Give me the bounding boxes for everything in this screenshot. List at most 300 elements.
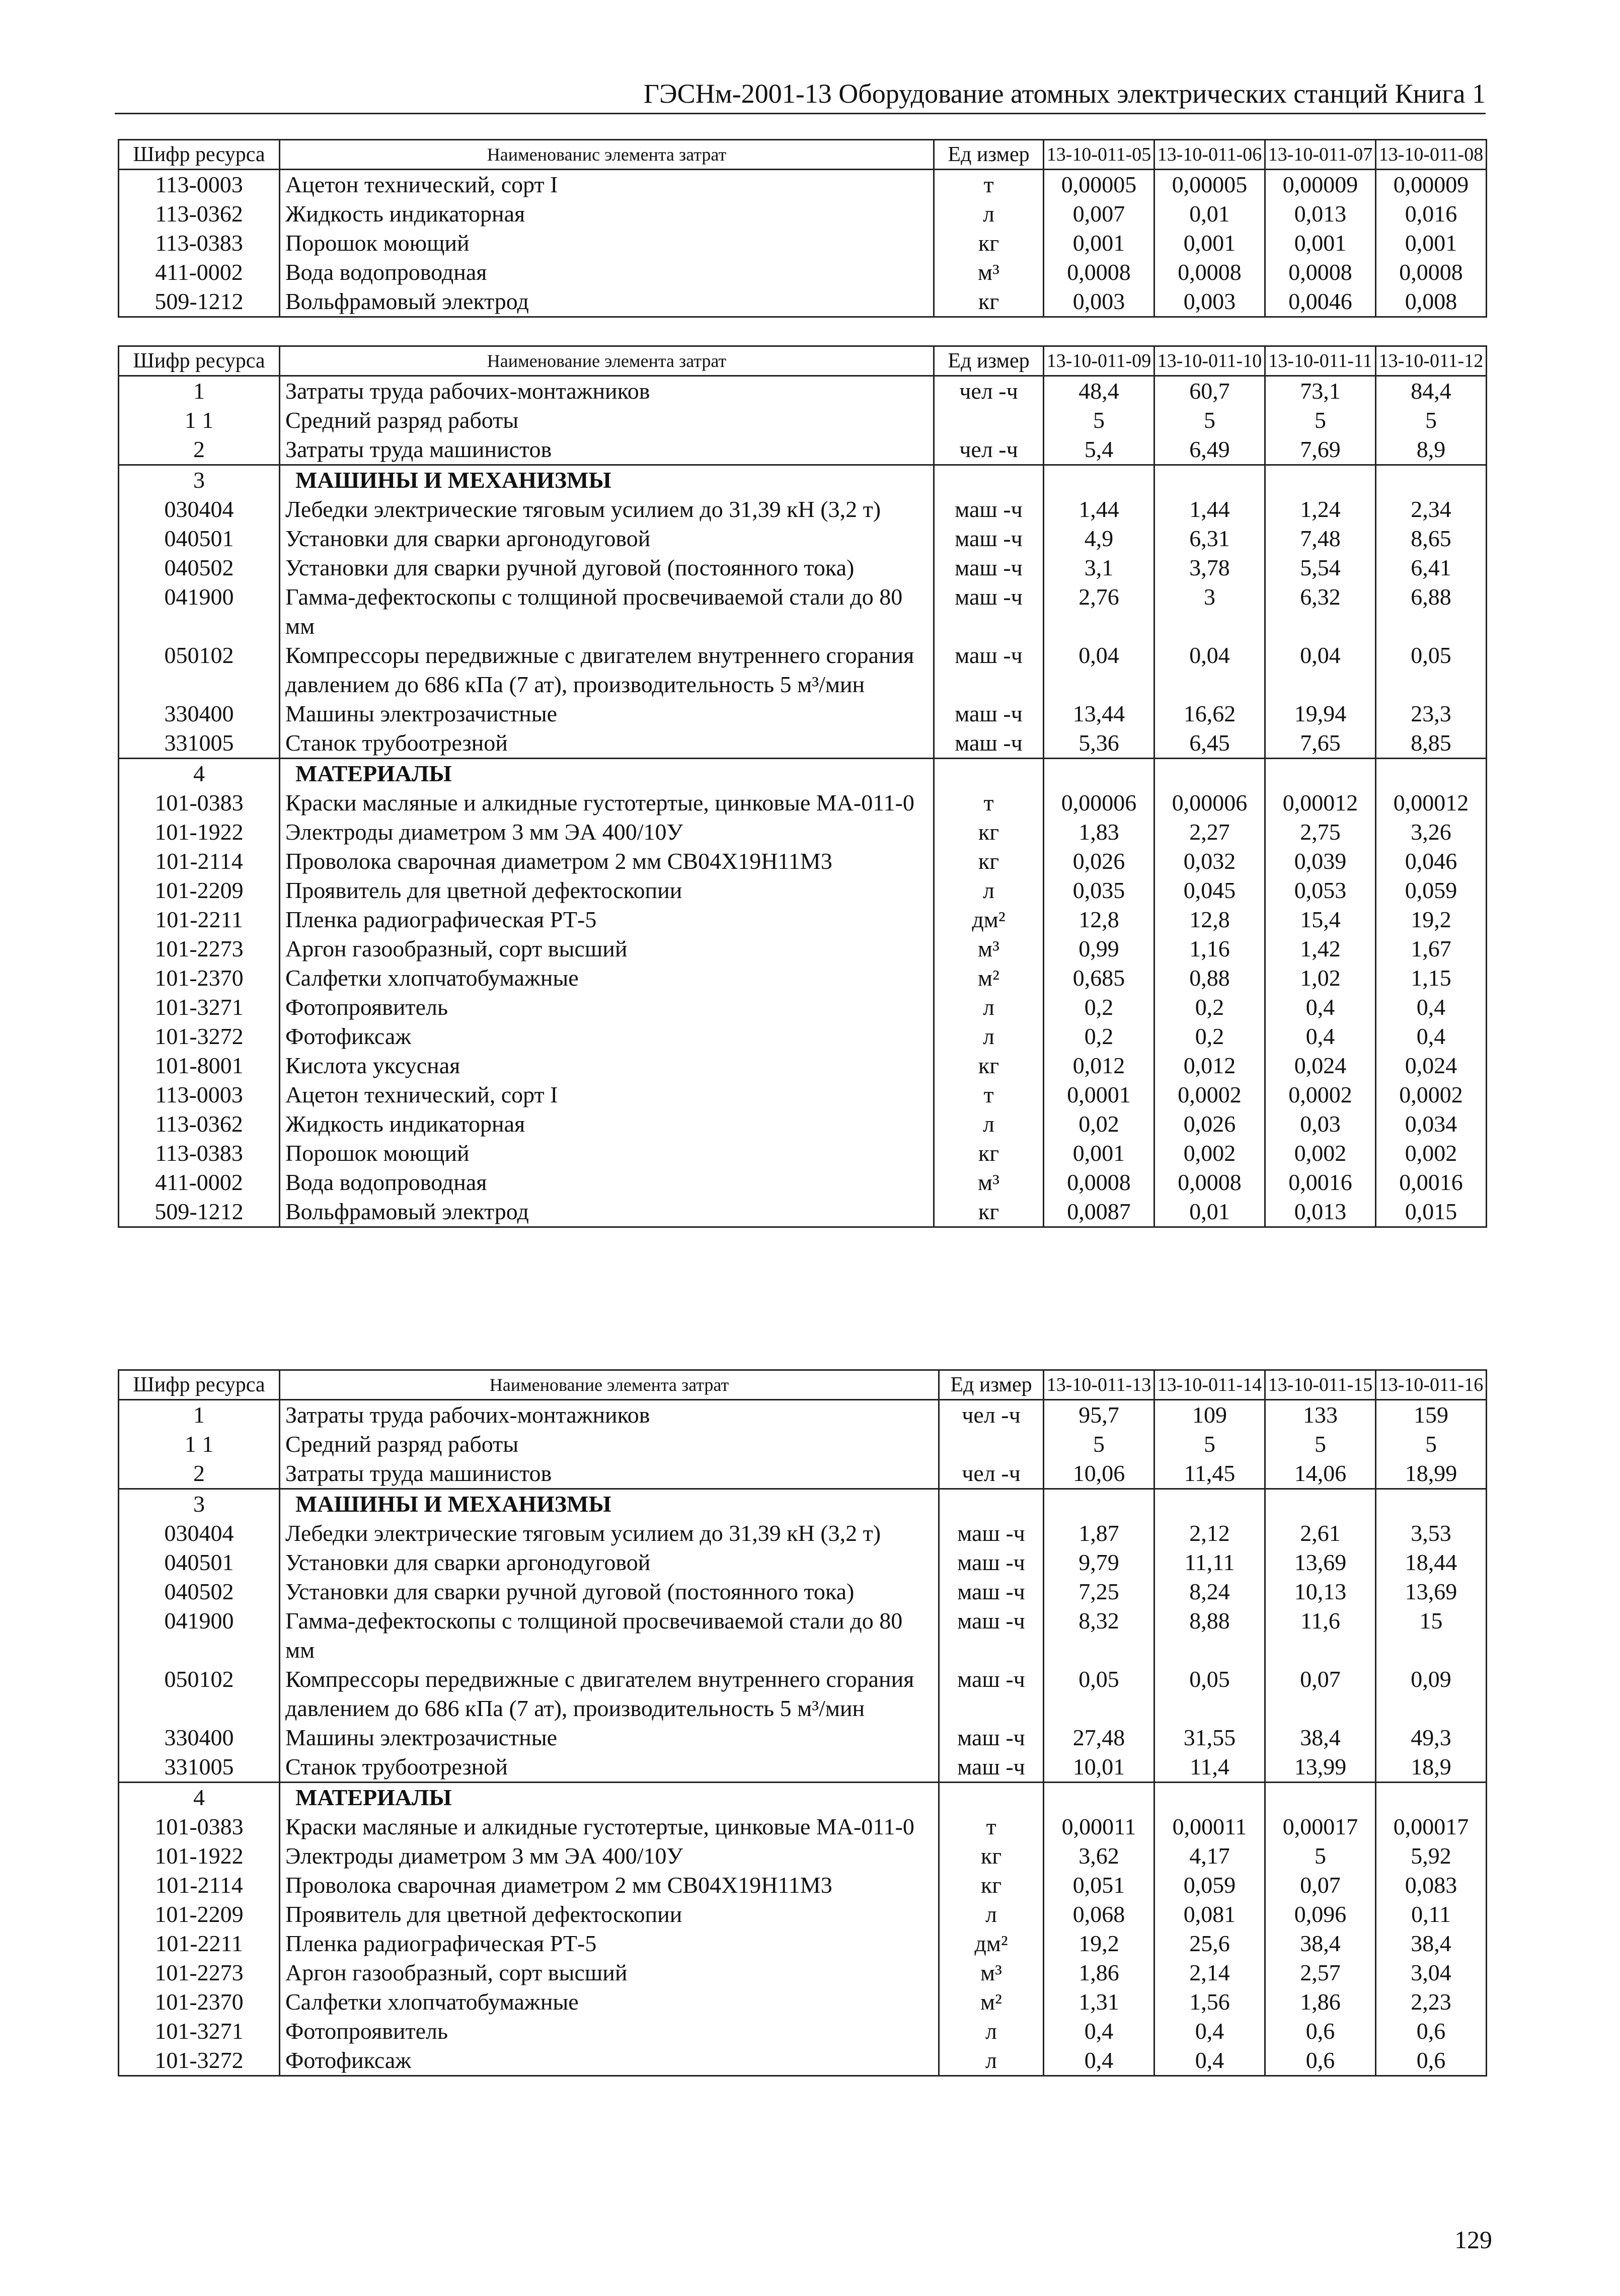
value-cell: 13,44: [1044, 699, 1154, 728]
resource-name-cell: Вольфрамовый электрод: [280, 287, 934, 317]
value-cell: 0,02: [1044, 1109, 1154, 1139]
resource-name-cell: Средний разряд работы: [280, 1430, 939, 1459]
section-title-cell: МАШИНЫ И МЕХАНИЗМЫ: [280, 465, 934, 495]
unit-cell: м³: [934, 1168, 1044, 1197]
unit-cell: [939, 1783, 1044, 1813]
resource-code-cell: 411-0002: [119, 1168, 280, 1197]
value-cell: 3,53: [1376, 1519, 1487, 1548]
table-row: [119, 1900, 1487, 1929]
value-cell: 6,88: [1376, 582, 1487, 641]
unit-cell: чел -ч: [939, 1400, 1044, 1430]
value-cell: 5,54: [1265, 553, 1376, 582]
value-cell: 0,051: [1044, 1871, 1154, 1900]
unit-cell: кг: [934, 229, 1044, 258]
value-cell: 5,92: [1376, 1841, 1487, 1871]
unit-cell: т: [934, 170, 1044, 200]
table-row: [119, 258, 1487, 287]
value-cell: 27,48: [1044, 1723, 1154, 1752]
value-cell: 13,99: [1265, 1752, 1376, 1783]
value-cell: 0,001: [1154, 229, 1265, 258]
unit-cell: маш -ч: [939, 1752, 1044, 1783]
resource-code-cell: 050102: [119, 1665, 280, 1723]
value-cell: 38,4: [1265, 1723, 1376, 1752]
value-cell: 5: [1265, 1841, 1376, 1871]
value-cell: 7,48: [1265, 524, 1376, 553]
value-cell: 8,88: [1154, 1606, 1265, 1665]
resource-name-cell: Установки для сварки ручной дуговой (постоянного тока): [280, 1577, 939, 1606]
value-cell: 0,2: [1044, 1022, 1154, 1051]
value-cell: 0,04: [1265, 641, 1376, 699]
value-cell: 0,081: [1154, 1900, 1265, 1929]
resource-code-cell: 113-0383: [119, 229, 280, 258]
value-cell: 0,04: [1154, 641, 1265, 699]
table-row: [119, 1168, 1487, 1197]
value-cell: 0,07: [1265, 1665, 1376, 1723]
resource-name-cell: Вода водопроводная: [280, 1168, 934, 1197]
value-cell: 19,2: [1044, 1929, 1154, 1958]
table-row: [119, 553, 1487, 582]
resource-code-cell: 040502: [119, 1577, 280, 1606]
value-cell: 0,0016: [1265, 1168, 1376, 1197]
resource-code-cell: 331005: [119, 1752, 280, 1783]
unit-cell: кг: [939, 1841, 1044, 1871]
value-cell: 0,0087: [1044, 1197, 1154, 1227]
table-row: [119, 406, 1487, 435]
table-row: [119, 287, 1487, 317]
header-name: Наименование элемента затрат: [280, 346, 934, 376]
unit-cell: кг: [934, 287, 1044, 317]
value-cell: 5: [1265, 406, 1376, 435]
value-cell: [1044, 465, 1154, 495]
value-cell: 5: [1376, 406, 1487, 435]
resource-code-cell: 101-2370: [119, 964, 280, 993]
unit-cell: кг: [934, 1139, 1044, 1168]
value-cell: [1154, 1489, 1265, 1519]
table-row: [119, 1987, 1487, 2017]
value-cell: 2,75: [1265, 818, 1376, 847]
value-cell: 0,2: [1154, 1022, 1265, 1051]
resource-code-cell: 1: [119, 1400, 280, 1430]
value-cell: 0,09: [1376, 1665, 1487, 1723]
value-cell: 0,99: [1044, 934, 1154, 964]
table-row: [119, 788, 1487, 818]
value-cell: 0,11: [1376, 1900, 1487, 1929]
unit-cell: маш -ч: [939, 1548, 1044, 1577]
value-cell: 0,016: [1376, 199, 1487, 229]
table-row: [119, 1051, 1487, 1080]
unit-cell: кг: [934, 818, 1044, 847]
unit-cell: дм²: [939, 1929, 1044, 1958]
resource-name-cell: Вольфрамовый электрод: [280, 1197, 934, 1227]
value-cell: 0,026: [1154, 1109, 1265, 1139]
unit-cell: л: [934, 876, 1044, 905]
resource-code-cell: 3: [119, 465, 280, 495]
header-norm-code: 13-10-011-14: [1154, 1370, 1265, 1400]
unit-cell: т: [934, 788, 1044, 818]
resource-code-cell: 101-2209: [119, 876, 280, 905]
value-cell: 0,00017: [1265, 1812, 1376, 1841]
unit-cell: м²: [934, 964, 1044, 993]
value-cell: 15,4: [1265, 905, 1376, 934]
value-cell: 0,083: [1376, 1871, 1487, 1900]
value-cell: 109: [1154, 1400, 1265, 1430]
value-cell: 18,44: [1376, 1548, 1487, 1577]
table-row: [119, 728, 1487, 759]
value-cell: [1376, 1489, 1487, 1519]
table-row: [119, 495, 1487, 524]
value-cell: 0,003: [1154, 287, 1265, 317]
unit-cell: маш -ч: [934, 553, 1044, 582]
value-cell: 1,87: [1044, 1519, 1154, 1548]
resource-table-3: [118, 1369, 1487, 2077]
resource-name-cell: Фотопроявитель: [280, 2017, 939, 2046]
unit-cell: [934, 759, 1044, 789]
table-row: [119, 993, 1487, 1022]
resource-code-cell: 3: [119, 1489, 280, 1519]
resource-name-cell: Компрессоры передвижные с двигателем внутреннего сгорания давлением до 686 кПа (7 ат), производительность 5 м³/мин: [280, 641, 934, 699]
resource-code-cell: 030404: [119, 495, 280, 524]
value-cell: 0,4: [1376, 993, 1487, 1022]
header-norm-code: 13-10-011-06: [1154, 140, 1265, 170]
value-cell: 0,059: [1154, 1871, 1265, 1900]
table-row: [119, 847, 1487, 876]
table-row: [119, 1548, 1487, 1577]
resource-code-cell: 113-0383: [119, 1139, 280, 1168]
resource-name-cell: Вода водопроводная: [280, 258, 934, 287]
unit-cell: маш -ч: [934, 641, 1044, 699]
header-code: Шифр ресурса: [119, 140, 280, 170]
value-cell: [1154, 1783, 1265, 1813]
value-cell: 1,15: [1376, 964, 1487, 993]
value-cell: 11,4: [1154, 1752, 1265, 1783]
unit-cell: л: [939, 1900, 1044, 1929]
value-cell: 0,003: [1044, 287, 1154, 317]
value-cell: 0,0008: [1154, 1168, 1265, 1197]
table-row: [119, 1519, 1487, 1548]
resource-name-cell: Станок трубоотрезной: [280, 1752, 939, 1783]
value-cell: 2,14: [1154, 1958, 1265, 1987]
value-cell: 0,01: [1154, 199, 1265, 229]
resource-name-cell: Пленка радиографическая РТ-5: [280, 905, 934, 934]
resource-code-cell: 041900: [119, 1606, 280, 1665]
table-row: [119, 376, 1487, 406]
value-cell: 31,55: [1154, 1723, 1265, 1752]
resource-name-cell: Проволока сварочная диаметром 2 мм СВ04Х19Н11М3: [280, 1871, 939, 1900]
value-cell: 5: [1044, 406, 1154, 435]
table-row: [119, 1929, 1487, 1958]
value-cell: 0,4: [1376, 1022, 1487, 1051]
table-row: [119, 818, 1487, 847]
table-row: [119, 582, 1487, 641]
section-row: [119, 1489, 1487, 1519]
value-cell: 0,01: [1154, 1197, 1265, 1227]
value-cell: [1376, 465, 1487, 495]
value-cell: 7,65: [1265, 728, 1376, 759]
resource-code-cell: 4: [119, 1783, 280, 1813]
value-cell: 12,8: [1154, 905, 1265, 934]
table-row: [119, 1022, 1487, 1051]
value-cell: 0,032: [1154, 847, 1265, 876]
value-cell: [1265, 759, 1376, 789]
resource-code-cell: 509-1212: [119, 1197, 280, 1227]
resource-name-cell: Порошок моющий: [280, 229, 934, 258]
value-cell: 0,002: [1154, 1139, 1265, 1168]
value-cell: 25,6: [1154, 1929, 1265, 1958]
value-cell: 0,0008: [1376, 258, 1487, 287]
resource-code-cell: 1: [119, 376, 280, 406]
value-cell: 0,0008: [1044, 258, 1154, 287]
resource-code-cell: 101-3272: [119, 2046, 280, 2076]
value-cell: 60,7: [1154, 376, 1265, 406]
resource-name-cell: Станок трубоотрезной: [280, 728, 934, 759]
resource-name-cell: Салфетки хлопчатобумажные: [280, 1987, 939, 2017]
unit-cell: маш -ч: [939, 1577, 1044, 1606]
unit-cell: л: [934, 199, 1044, 229]
resource-name-cell: Лебедки электрические тяговым усилием до 31,39 кН (3,2 т): [280, 495, 934, 524]
value-cell: 0,046: [1376, 847, 1487, 876]
unit-cell: маш -ч: [939, 1606, 1044, 1665]
unit-cell: маш -ч: [934, 699, 1044, 728]
value-cell: 0,001: [1044, 229, 1154, 258]
unit-cell: чел -ч: [934, 376, 1044, 406]
resource-code-cell: 040502: [119, 553, 280, 582]
resource-code-cell: 050102: [119, 641, 280, 699]
resource-name-cell: Ацетон технический, сорт I: [280, 170, 934, 200]
resource-name-cell: Электроды диаметром 3 мм ЭА 400/10У: [280, 818, 934, 847]
header-unit: Ед измер: [934, 140, 1044, 170]
value-cell: 8,9: [1376, 435, 1487, 465]
page-number: 129: [1454, 2226, 1492, 2254]
table-row: [119, 1577, 1487, 1606]
value-cell: 0,024: [1376, 1051, 1487, 1080]
value-cell: 11,11: [1154, 1548, 1265, 1577]
value-cell: 5: [1154, 406, 1265, 435]
value-cell: 1,83: [1044, 818, 1154, 847]
value-cell: 0,045: [1154, 876, 1265, 905]
value-cell: 5: [1154, 1430, 1265, 1459]
value-cell: 0,6: [1265, 2017, 1376, 2046]
table-row: [119, 876, 1487, 905]
table-row: [119, 199, 1487, 229]
value-cell: 0,096: [1265, 1900, 1376, 1929]
table-row: [119, 1459, 1487, 1489]
resource-code-cell: 509-1212: [119, 287, 280, 317]
resource-name-cell: Порошок моющий: [280, 1139, 934, 1168]
resource-code-cell: 101-0383: [119, 1812, 280, 1841]
resource-code-cell: 101-0383: [119, 788, 280, 818]
value-cell: 0,03: [1265, 1109, 1376, 1139]
value-cell: 73,1: [1265, 376, 1376, 406]
value-cell: 0,068: [1044, 1900, 1154, 1929]
resource-name-cell: Краски масляные и алкидные густотертые, цинковые МА-011-0: [280, 788, 934, 818]
header-norm-code: 13-10-011-12: [1376, 346, 1487, 376]
value-cell: 2,12: [1154, 1519, 1265, 1548]
value-cell: 0,0001: [1044, 1080, 1154, 1109]
resource-name-cell: Аргон газообразный, сорт высший: [280, 1958, 939, 1987]
header-norm-code: 13-10-011-09: [1044, 346, 1154, 376]
unit-cell: маш -ч: [939, 1519, 1044, 1548]
resource-code-cell: 101-2114: [119, 847, 280, 876]
resource-name-cell: Затраты труда рабочих-монтажников: [280, 376, 934, 406]
resource-code-cell: 330400: [119, 699, 280, 728]
value-cell: 12,8: [1044, 905, 1154, 934]
value-cell: 1,31: [1044, 1987, 1154, 2017]
resource-code-cell: 1 1: [119, 1430, 280, 1459]
resource-name-cell: Проволока сварочная диаметром 2 мм СВ04Х19Н11М3: [280, 847, 934, 876]
resource-code-cell: 101-2273: [119, 1958, 280, 1987]
header-norm-code: 13-10-011-07: [1265, 140, 1376, 170]
header-norm-code: 13-10-011-13: [1044, 1370, 1154, 1400]
value-cell: 0,00012: [1376, 788, 1487, 818]
value-cell: 10,01: [1044, 1752, 1154, 1783]
resource-name-cell: Жидкость индикаторная: [280, 1109, 934, 1139]
resource-name-cell: Фотопроявитель: [280, 993, 934, 1022]
header-norm-code: 13-10-011-16: [1376, 1370, 1487, 1400]
value-cell: 0,053: [1265, 876, 1376, 905]
unit-cell: маш -ч: [939, 1665, 1044, 1723]
resource-code-cell: 1 1: [119, 406, 280, 435]
value-cell: 1,24: [1265, 495, 1376, 524]
value-cell: 3,78: [1154, 553, 1265, 582]
resource-name-cell: Пленка радиографическая РТ-5: [280, 1929, 939, 1958]
value-cell: 0,6: [1376, 2046, 1487, 2076]
value-cell: 19,2: [1376, 905, 1487, 934]
value-cell: 6,45: [1154, 728, 1265, 759]
value-cell: 0,002: [1376, 1139, 1487, 1168]
table-row: [119, 1841, 1487, 1871]
resource-name-cell: Машины электрозачистные: [280, 699, 934, 728]
unit-cell: кг: [934, 1051, 1044, 1080]
resource-name-cell: Гамма-дефектоскопы с толщиной просвечиваемой стали до 80 мм: [280, 582, 934, 641]
value-cell: 0,001: [1376, 229, 1487, 258]
table-row: [119, 1871, 1487, 1900]
resource-name-cell: Средний разряд работы: [280, 406, 934, 435]
value-cell: 48,4: [1044, 376, 1154, 406]
resource-table-2: [118, 345, 1487, 1228]
table-row: [119, 1665, 1487, 1723]
table-row: [119, 229, 1487, 258]
header-name: Наименование элемента затрат: [280, 1370, 939, 1400]
value-cell: [1044, 1489, 1154, 1519]
value-cell: 5: [1376, 1430, 1487, 1459]
table-row: [119, 2046, 1487, 2076]
header-norm-code: 13-10-011-11: [1265, 346, 1376, 376]
resource-name-cell: Гамма-дефектоскопы с толщиной просвечиваемой стали до 80 мм: [280, 1606, 939, 1665]
table-row: [119, 1752, 1487, 1783]
value-cell: 2,34: [1376, 495, 1487, 524]
value-cell: 18,9: [1376, 1752, 1487, 1783]
value-cell: [1376, 1783, 1487, 1813]
value-cell: 0,6: [1265, 2046, 1376, 2076]
value-cell: 5,4: [1044, 435, 1154, 465]
resource-code-cell: 101-2211: [119, 905, 280, 934]
section-row: [119, 465, 1487, 495]
value-cell: 0,4: [1265, 993, 1376, 1022]
value-cell: 0,059: [1376, 876, 1487, 905]
value-cell: 2,27: [1154, 818, 1265, 847]
value-cell: 2,76: [1044, 582, 1154, 641]
header-code: Шифр ресурса: [119, 1370, 280, 1400]
header-code: Шифр ресурса: [119, 346, 280, 376]
value-cell: 13,69: [1265, 1548, 1376, 1577]
value-cell: 6,41: [1376, 553, 1487, 582]
value-cell: 4,9: [1044, 524, 1154, 553]
section-title-cell: МАШИНЫ И МЕХАНИЗМЫ: [280, 1489, 939, 1519]
value-cell: 8,24: [1154, 1577, 1265, 1606]
table-row: [119, 524, 1487, 553]
value-cell: 159: [1376, 1400, 1487, 1430]
resource-name-cell: Фотофиксаж: [280, 1022, 934, 1051]
resource-code-cell: 040501: [119, 524, 280, 553]
resource-name-cell: Установки для сварки ручной дуговой (постоянного тока): [280, 553, 934, 582]
value-cell: 0,2: [1044, 993, 1154, 1022]
value-cell: 0,0008: [1265, 258, 1376, 287]
value-cell: 0,013: [1265, 1197, 1376, 1227]
value-cell: 0,88: [1154, 964, 1265, 993]
table-row: [119, 964, 1487, 993]
value-cell: 0,07: [1265, 1871, 1376, 1900]
value-cell: 0,00006: [1044, 788, 1154, 818]
header-norm-code: 13-10-011-10: [1154, 346, 1265, 376]
unit-cell: т: [939, 1812, 1044, 1841]
resource-code-cell: 101-8001: [119, 1051, 280, 1080]
value-cell: 0,00006: [1154, 788, 1265, 818]
resource-code-cell: 4: [119, 759, 280, 789]
value-cell: 1,16: [1154, 934, 1265, 964]
table-row: [119, 1606, 1487, 1665]
resource-code-cell: 101-2209: [119, 1900, 280, 1929]
resource-code-cell: 330400: [119, 1723, 280, 1752]
unit-cell: л: [934, 1022, 1044, 1051]
value-cell: 0,026: [1044, 847, 1154, 876]
value-cell: 0,012: [1044, 1051, 1154, 1080]
value-cell: 13,69: [1376, 1577, 1487, 1606]
resource-name-cell: Компрессоры передвижные с двигателем внутреннего сгорания давлением до 686 кПа (7 ат), производительность 5 м³/мин: [280, 1665, 939, 1723]
table-row: [119, 1723, 1487, 1752]
value-cell: 0,04: [1044, 641, 1154, 699]
value-cell: 1,86: [1265, 1987, 1376, 2017]
value-cell: 2,57: [1265, 1958, 1376, 1987]
value-cell: 3: [1154, 582, 1265, 641]
resource-name-cell: Лебедки электрические тяговым усилием до 31,39 кН (3,2 т): [280, 1519, 939, 1548]
value-cell: 0,008: [1376, 287, 1487, 317]
unit-cell: т: [934, 1080, 1044, 1109]
resource-code-cell: 101-3272: [119, 1022, 280, 1051]
resource-name-cell: Машины электрозачистные: [280, 1723, 939, 1752]
value-cell: 0,001: [1044, 1139, 1154, 1168]
table-row: [119, 641, 1487, 699]
resource-code-cell: 113-0003: [119, 1080, 280, 1109]
value-cell: 0,685: [1044, 964, 1154, 993]
resource-code-cell: 113-0362: [119, 199, 280, 229]
table-row: [119, 905, 1487, 934]
value-cell: 10,13: [1265, 1577, 1376, 1606]
value-cell: 0,6: [1376, 2017, 1487, 2046]
unit-cell: маш -ч: [939, 1723, 1044, 1752]
value-cell: 0,4: [1154, 2046, 1265, 2076]
value-cell: 0,0008: [1154, 258, 1265, 287]
value-cell: 0,034: [1376, 1109, 1487, 1139]
header-norm-code: 13-10-011-08: [1376, 140, 1487, 170]
table-row: [119, 1197, 1487, 1227]
unit-cell: [939, 1430, 1044, 1459]
resource-code-cell: 040501: [119, 1548, 280, 1577]
value-cell: 0,035: [1044, 876, 1154, 905]
value-cell: 0,4: [1154, 2017, 1265, 2046]
value-cell: 38,4: [1265, 1929, 1376, 1958]
header-name: Наименованис элемента затрат: [280, 140, 934, 170]
value-cell: 0,002: [1265, 1139, 1376, 1168]
